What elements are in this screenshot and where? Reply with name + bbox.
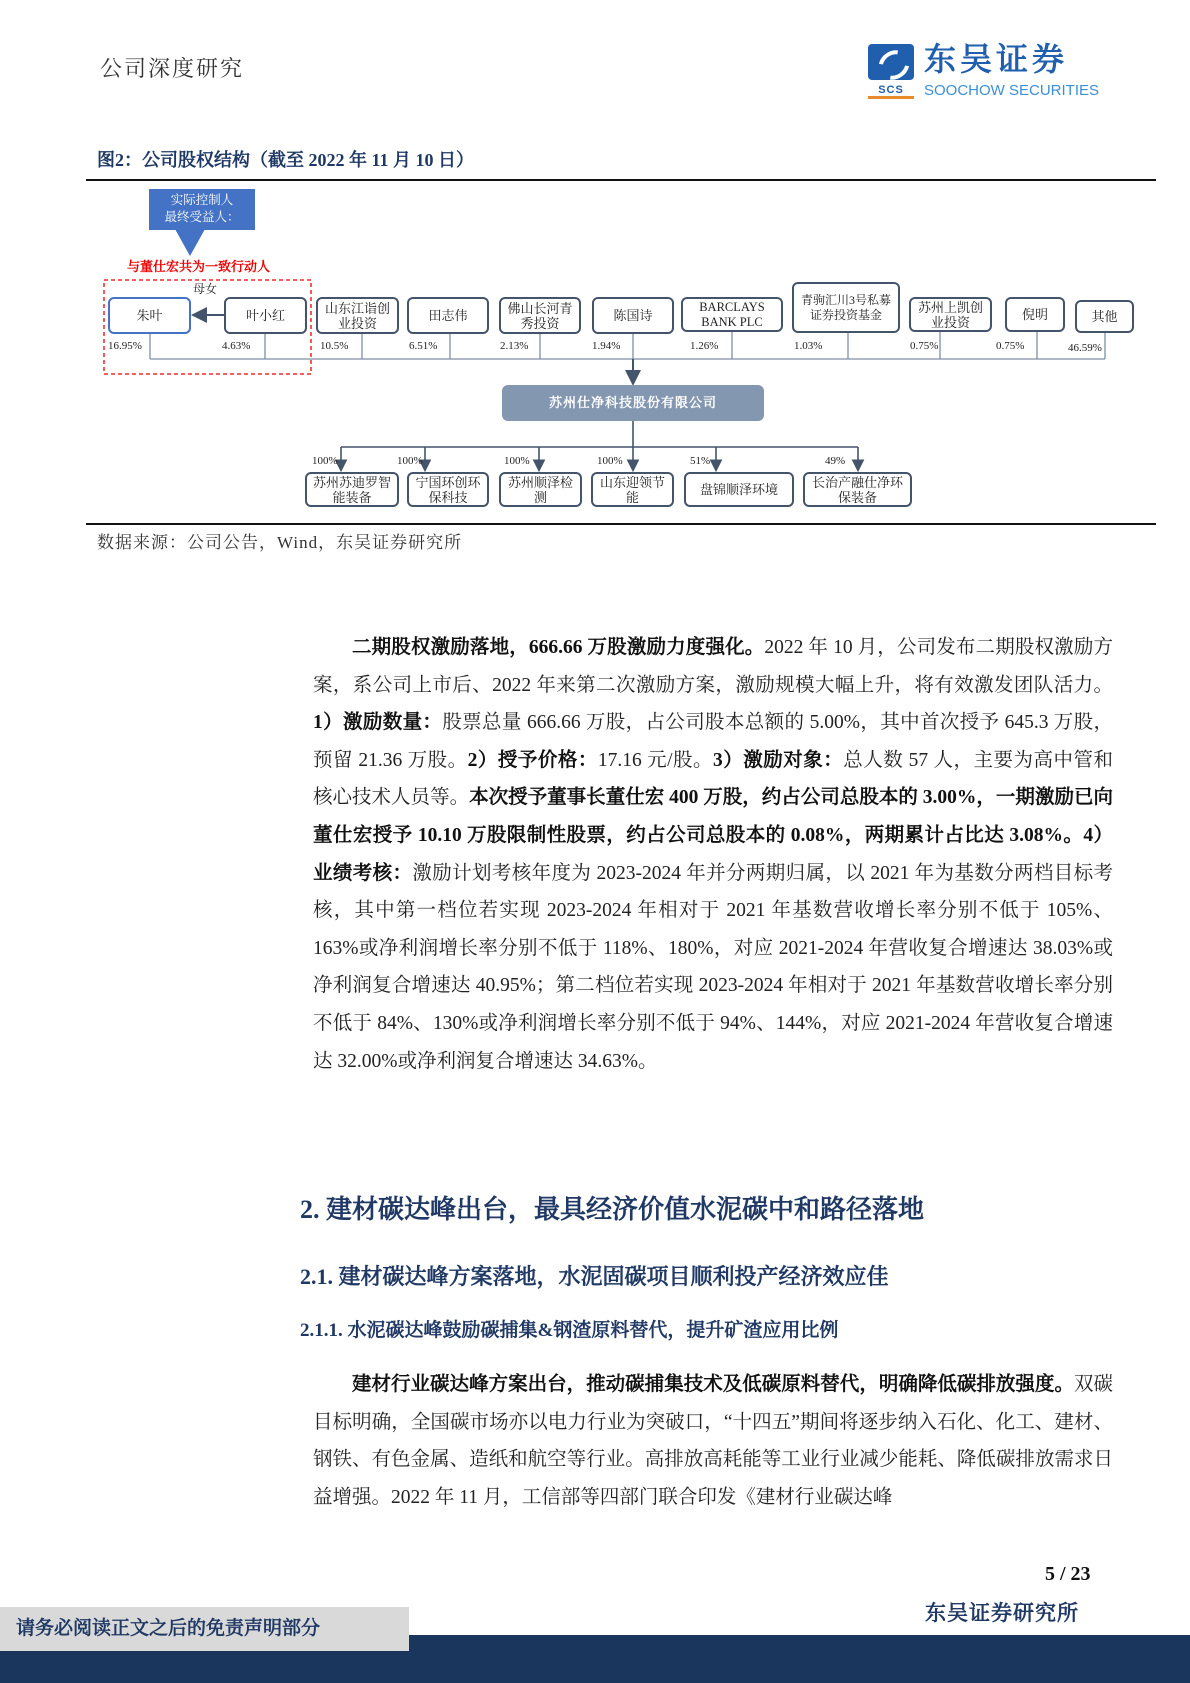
stake-pct: 0.75%	[996, 340, 1025, 352]
para-text: 17.16 元/股。	[597, 749, 713, 771]
section-heading-2-1-1: 2.1.1. 水泥碳达峰鼓励碳捕集&钢渣原料替代，提升矿渣应用比例	[300, 1320, 839, 1341]
shareholder-box: 朱叶	[108, 297, 191, 334]
para-text: 股票总量 666.66 万股，占公司股本总额的 5.00%，其中首次授予 645.3 万股，预留 21.36 万股。	[313, 712, 1113, 771]
para-bold: 1）激励数量：	[313, 712, 443, 734]
stake-pct: 1.26%	[690, 340, 719, 352]
shareholder-box: 倪明	[1005, 297, 1065, 332]
subsidiary-pct: 100%	[397, 455, 423, 467]
controller-callout	[149, 189, 255, 230]
stake-pct: 2.13%	[500, 340, 529, 352]
report-type-label: 公司深度研究	[100, 56, 245, 81]
stake-pct: 16.95%	[108, 340, 142, 352]
shareholder-box: 佛山长河青秀投资	[499, 297, 581, 334]
figure-caption: 图2：公司股权结构（截至 2022 年 11 月 10 日）	[97, 150, 475, 170]
disclaimer-text: 请务必阅读正文之后的免责声明部分	[16, 1618, 321, 1639]
para-bold: 2）授予价格：	[467, 749, 598, 771]
para-bold: 本次授予董事长董仕宏 400 万股，约占公司总股本的 3.00%，一期激励已向董仕宏授予 10.10 万股限制性股票，约占公司总股本的 0.08%，两期累计占比达 3.08%。4）业绩考核：	[313, 787, 1113, 884]
footer-org: 东吴证券研究所	[925, 1601, 1079, 1625]
stake-pct: 4.63%	[222, 340, 251, 352]
subsidiary-pct: 51%	[690, 455, 711, 467]
equity-structure-diagram	[0, 0, 1190, 530]
para-lead: 建材行业碳达峰方案出台，推动碳捕集技术及低碳原料替代，明确降低碳排放强度。	[352, 1374, 1074, 1395]
stake-pct: 10.5%	[320, 340, 349, 352]
subsidiary-pct: 49%	[825, 455, 846, 467]
para-text: 总人数 57 人，主要为高中管和核心技术人员等。	[313, 749, 1113, 809]
shareholder-box: 陈国诗	[592, 297, 674, 334]
logo-cn-text: 东吴证券	[924, 41, 1069, 77]
subsidiary-pct: 100%	[312, 455, 338, 467]
section-heading-2-1: 2.1. 建材碳达峰方案落地，水泥固碳项目顺利投产经济效应佳	[300, 1264, 889, 1289]
page-number: 5 / 23	[1045, 1563, 1091, 1585]
para-text: 激励计划考核年度为 2023-2024 年并分两期归属，以 2021 年为基数分两档目标考核，其中第一档位若实现 2023-2024 年相对于 2021 年基数营收增长率分别不低于 105%、163%或净利润增长率分别不低于 118%、180%，对应 2021-2024 年营收复合增速达 38.03%或净利润复合增速达 40.95%；第二档位若实现 2023-2024 年相对于 2021 年基数营收增长率分别不低于 84%、130%或净利润增长率分别不低于 94%、144%，对应 2021-2024 年营收复合增速达 32.00%或净利润复合增速达 34.63%。	[313, 862, 1113, 1072]
shareholder-box: 其他	[1075, 300, 1134, 333]
subsidiary-box: 苏州顺泽检测	[499, 472, 582, 507]
company-box: 苏州仕净科技股份有限公司	[502, 385, 764, 421]
subsidiary-box: 山东迎领节能	[591, 472, 674, 507]
para-bold: 3）激励对象：	[713, 749, 844, 771]
shareholder-box: 青驹汇川3号私募证券投资基金	[792, 282, 900, 333]
relation-label: 母女	[193, 282, 218, 296]
para-text: 2022 年 10 月，公司发布二期股权激励方案，系公司上市后、2022 年来第二次激励方案，激励规模大幅上升，将有效激发团队活力。	[313, 637, 1113, 696]
para-text: 双碳目标明确，全国碳市场亦以电力行业为突破口，“十四五”期间将逐步纳入石化、化工、建材、钢铁、有色金属、造纸和航空等行业。高排放高耗能等工业行业减少能耗、降低碳排放需求日益增强。2022 年 11 月，工信部等四部门联合印发《建材行业碳达峰	[313, 1374, 1113, 1508]
section-heading-2: 2. 建材碳达峰出台，最具经济价值水泥碳中和路径落地	[300, 1195, 925, 1224]
subsidiary-pct: 100%	[597, 455, 623, 467]
subsidiary-box: 苏州苏迪罗智能装备	[305, 472, 399, 507]
shareholder-box: 田志伟	[407, 297, 489, 334]
subsidiary-box: 长治产融仕净环保装备	[803, 472, 912, 507]
para-lead: 二期股权激励落地，666.66 万股激励力度强化。	[352, 637, 765, 658]
shareholder-box: 苏州上凯创业投资	[909, 297, 992, 332]
subsidiary-box: 宁国环创环保科技	[407, 472, 489, 507]
disclaimer-box	[0, 1607, 409, 1651]
logo-mark-text: SCS	[868, 84, 914, 99]
stake-pct: 6.51%	[409, 340, 438, 352]
concert-party-note: 与董仕宏共为一致行动人	[127, 259, 271, 274]
subsidiary-box: 盘锦顺泽环境	[684, 472, 794, 507]
figure-bottom-rule	[86, 523, 1156, 525]
stake-pct: 1.94%	[592, 340, 621, 352]
shareholder-box: BARCLAYS BANK PLC	[681, 297, 783, 332]
callout-line-2: 最终受益人：	[164, 210, 240, 224]
logo-en-text: SOOCHOW SECURITIES	[924, 82, 1100, 99]
shareholder-box: 叶小红	[224, 297, 307, 334]
shareholder-box: 山东江诣创业投资	[316, 297, 399, 334]
subsidiary-pct: 100%	[504, 455, 530, 467]
paragraph-building-materials	[313, 1366, 1113, 1516]
stake-pct: 46.59%	[1068, 342, 1102, 354]
figure-source: 数据来源：公司公告，Wind，东吴证券研究所	[97, 533, 463, 552]
callout-line-1: 实际控制人	[170, 193, 234, 207]
stake-pct: 0.75%	[910, 340, 939, 352]
stake-pct: 1.03%	[794, 340, 823, 352]
paragraph-equity-incentive	[313, 629, 1113, 1080]
